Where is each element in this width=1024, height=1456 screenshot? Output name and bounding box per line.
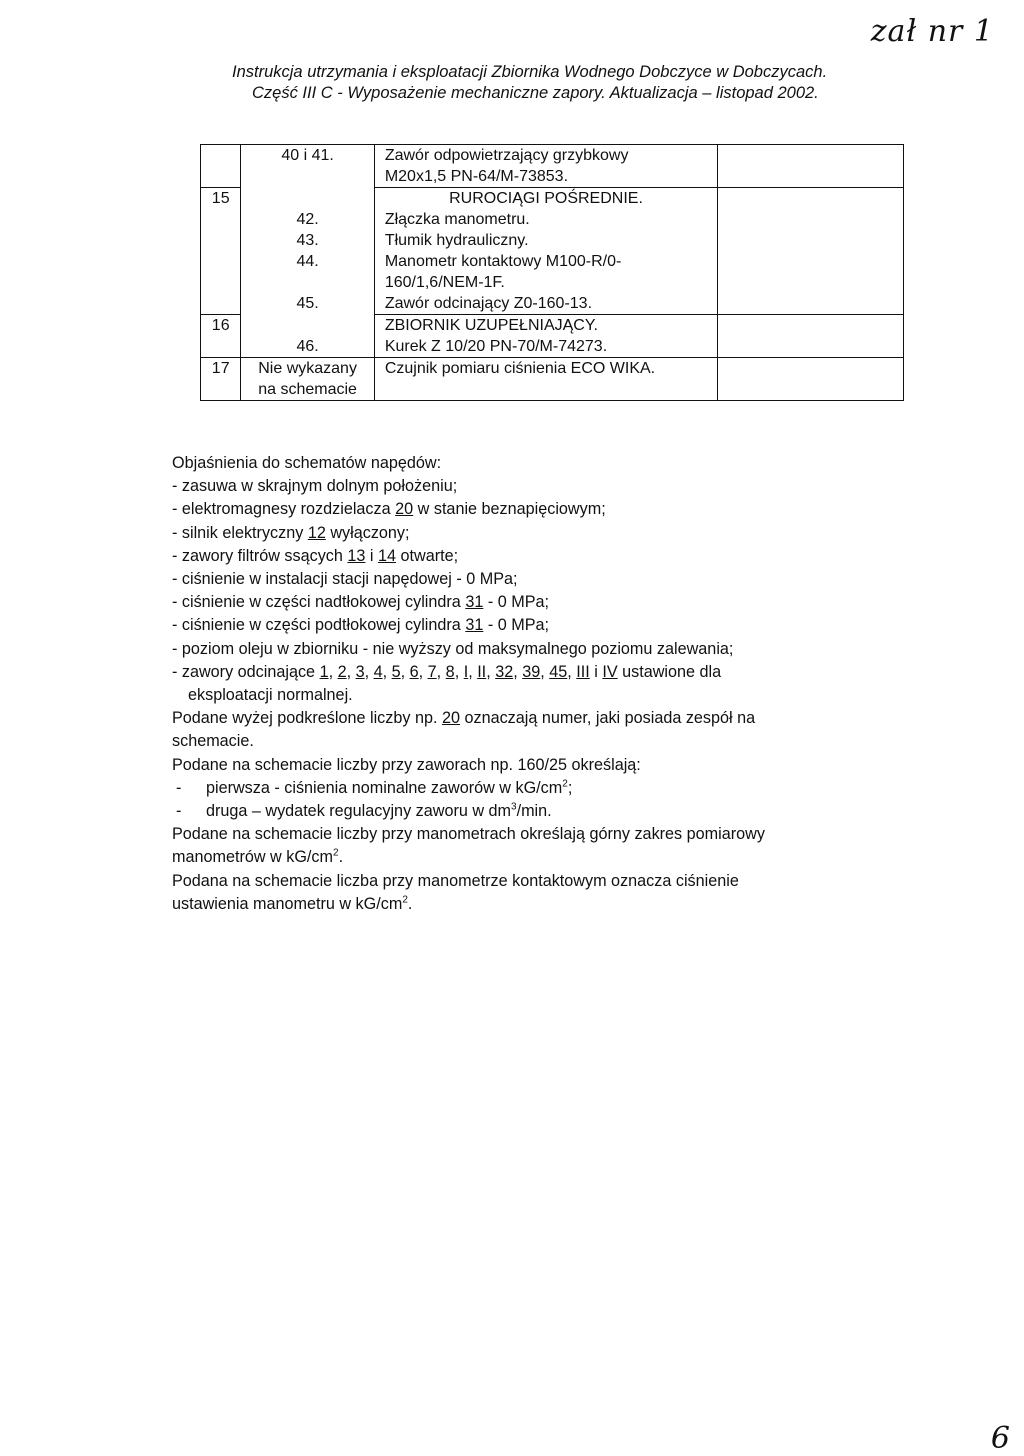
note-cell bbox=[718, 358, 904, 380]
description-cell: Zawór odpowietrzający grzybkowy bbox=[374, 145, 717, 167]
table-row bbox=[201, 358, 904, 380]
number-cell: 44. bbox=[241, 251, 374, 272]
group-cell: 16 bbox=[201, 315, 241, 337]
note-cell bbox=[718, 251, 904, 272]
note-cell bbox=[718, 315, 904, 337]
description-cell bbox=[374, 379, 717, 401]
number-cell bbox=[241, 272, 374, 293]
description-cell: M20x1,5 PN-64/M-73853. bbox=[374, 166, 717, 188]
table-row bbox=[201, 315, 904, 337]
description-cell: RUROCIĄGI POŚREDNIE. bbox=[374, 188, 717, 210]
note-cell bbox=[718, 209, 904, 230]
number-cell bbox=[241, 315, 374, 337]
number-cell: 45. bbox=[241, 293, 374, 315]
note-item: - ciśnienie w części podtłokowej cylindra 31 - 0 MPa; bbox=[172, 616, 549, 635]
note-contact-manometer: Podana na schemacie liczba przy manometrze kontaktowym oznacza ciśnienie bbox=[172, 871, 739, 890]
note-cell bbox=[718, 188, 904, 210]
note-manometer-range: Podane na schemacie liczby przy manometrach określają górny zakres pomiarowy bbox=[172, 825, 765, 844]
note-cell bbox=[718, 272, 904, 293]
note-underlined-numbers: Podane wyżej podkreślone liczby np. 20 oznaczają numer, jaki posiada zespół na bbox=[172, 709, 756, 728]
note-item: - elektromagnesy rozdzielacza 20 w stanie beznapięciowym; bbox=[172, 500, 606, 519]
header-line-1: Instrukcja utrzymania i eksploatacji Zbiornika Wodnego Dobczyce w Dobczycach. bbox=[232, 63, 828, 81]
note-cell bbox=[718, 166, 904, 188]
group-cell bbox=[201, 145, 241, 167]
table-row bbox=[201, 145, 904, 167]
group-cell bbox=[201, 336, 241, 358]
document-header bbox=[232, 62, 892, 104]
description-cell: Manometr kontaktowy M100-R/0- bbox=[374, 251, 717, 272]
number-cell: 40 i 41. bbox=[241, 145, 374, 167]
group-cell bbox=[201, 166, 241, 188]
note-contact-manometer-cont: ustawienia manometru w $kG/cm^2$. bbox=[172, 894, 413, 913]
group-cell bbox=[201, 230, 241, 251]
group-cell bbox=[201, 293, 241, 315]
note-valve-second: - druga – wydatek regulacyjny zaworu w $dm^3/\min$. bbox=[176, 801, 552, 821]
note-item-valves-cont: eksploatacji normalnej. bbox=[188, 686, 353, 705]
group-cell bbox=[201, 272, 241, 293]
note-item-valves: - zawory odcinające 1, 2, 3, 4, 5, 6, 7, 8, I, II, 32, 39, 45, III i IV ustawione dla bbox=[172, 662, 722, 681]
note-cell bbox=[718, 293, 904, 315]
table-row bbox=[201, 272, 904, 293]
table-row bbox=[201, 293, 904, 315]
number-cell: na schemacie bbox=[241, 379, 374, 401]
note-item: - silnik elektryczny 12 wyłączony; bbox=[172, 523, 410, 542]
table-row bbox=[201, 379, 904, 401]
table-row bbox=[201, 336, 904, 358]
drive-schema-notes bbox=[172, 452, 892, 916]
description-cell: Tłumik hydrauliczny. bbox=[374, 230, 717, 251]
group-cell: 17 bbox=[201, 358, 241, 380]
note-item: - ciśnienie w instalacji stacji napędowej - 0 MPa; bbox=[172, 570, 518, 589]
number-cell: 42. bbox=[241, 209, 374, 230]
parts-table bbox=[200, 144, 904, 401]
group-cell bbox=[201, 209, 241, 230]
notes-title: Objaśnienia do schematów napędów: bbox=[172, 454, 442, 472]
number-cell: 46. bbox=[241, 336, 374, 358]
table-row bbox=[201, 188, 904, 210]
note-item: - ciśnienie w części nadtłokowej cylindra 31 - 0 MPa; bbox=[172, 593, 549, 612]
table-row bbox=[201, 209, 904, 230]
table-row bbox=[201, 230, 904, 251]
table-row bbox=[201, 251, 904, 272]
page-number: 6 bbox=[990, 1421, 1010, 1456]
description-cell: Złączka manometru. bbox=[374, 209, 717, 230]
note-cell bbox=[718, 379, 904, 401]
note-cell bbox=[718, 230, 904, 251]
note-valve-first: - pierwsza - ciśnienia nominalne zaworów w $kG/cm^2$; bbox=[176, 778, 573, 797]
description-cell: Zawór odcinający Z0-160-13. bbox=[374, 293, 717, 315]
note-cell bbox=[718, 145, 904, 167]
note-item: - zasuwa w skrajnym dolnym położeniu; bbox=[172, 477, 458, 496]
note-underlined-numbers-cont: schemacie. bbox=[172, 732, 254, 751]
description-cell: Kurek Z 10/20 PN-70/M-74273. bbox=[374, 336, 717, 358]
group-cell bbox=[201, 251, 241, 272]
note-item: - zawory filtrów ssących 13 i 14 otwarte; bbox=[172, 546, 459, 565]
header-line-2: Część III C - Wyposażenie mechaniczne zapory. Aktualizacja – listopad 2002. bbox=[252, 84, 819, 102]
group-cell bbox=[201, 379, 241, 401]
note-valve-numbers: Podane na schemacie liczby przy zaworach np. 160/25 określają: bbox=[172, 755, 641, 774]
number-cell bbox=[241, 166, 374, 188]
note-cell bbox=[718, 336, 904, 358]
number-cell: Nie wykazany bbox=[241, 358, 374, 380]
group-cell: 15 bbox=[201, 188, 241, 210]
note-item: - poziom oleju w zbiorniku - nie wyższy od maksymalnego poziomu zalewania; bbox=[172, 639, 734, 658]
number-cell bbox=[241, 188, 374, 210]
description-cell: 160/1,6/NEM-1F. bbox=[374, 272, 717, 293]
description-cell: ZBIORNIK UZUPEŁNIAJĄCY. bbox=[374, 315, 717, 337]
description-cell: Czujnik pomiaru ciśnienia ECO WIKA. bbox=[374, 358, 717, 380]
note-manometer-range-cont: manometrów w $kG/cm^2$. bbox=[172, 848, 344, 867]
table-row bbox=[201, 166, 904, 188]
handwritten-annotation: zał nr 1 bbox=[870, 14, 994, 49]
number-cell: 43. bbox=[241, 230, 374, 251]
